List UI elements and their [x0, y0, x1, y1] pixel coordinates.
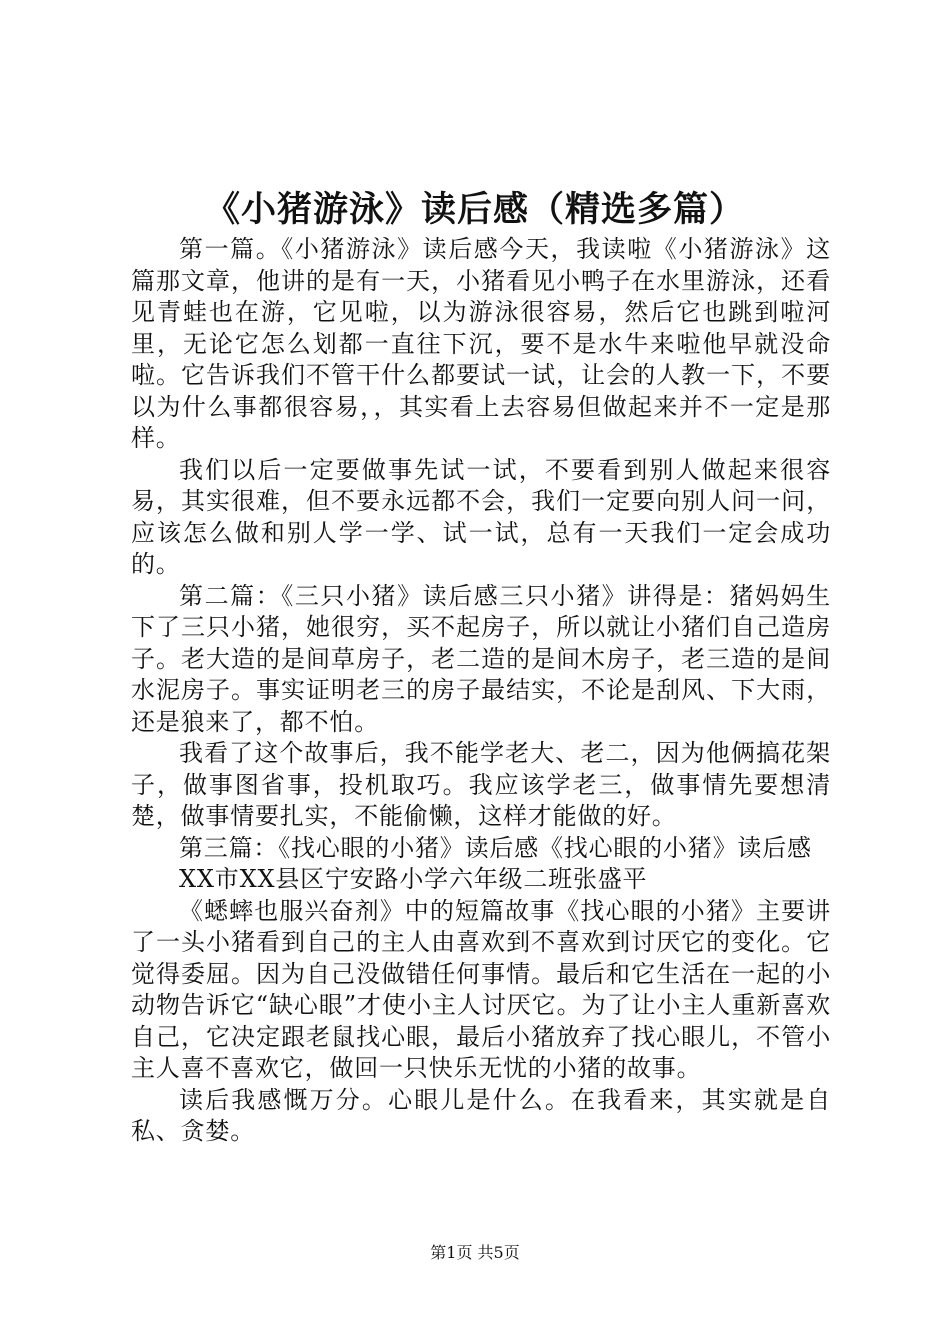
paragraph: 第三篇：《找心眼的小猪》读后感《找心眼的小猪》读后感 [179, 833, 812, 862]
document-title: 《小猪游泳》读后感（精选多篇） [204, 189, 745, 230]
paragraph: 《蟋蟀也服兴奋剂》中的短篇故事《找心眼的小猪》主要讲了一头小猪看到自己的主人由喜欢到不喜欢到讨厌它的变化。它觉得委屈。因为自己没做错任何事情。最后和它生活在一起的小动物告诉它“缺心眼”才使小主人讨厌它。为了让小主人重新喜欢自己，它决定跟老鼠找心眼，最后小猪放弃了找心眼儿，不管小主人喜不喜欢它，做回一只快乐无忧的小猪的故事。 [131, 896, 831, 1082]
paragraph: 我看了这个故事后，我不能学老大、老二，因为他俩搞花架子，做事图省事，投机取巧。我应该学老三，做事情先要想清楚，做事情要扎实，不能偷懒，这样才能做的好。 [131, 739, 831, 830]
paragraph: 第一篇。《小猪游泳》读后感今天，我读啦《小猪游泳》这篇那文章，他讲的是有一天，小猪看见小鸭子在水里游泳，还看见青蛙也在游，它见啦，以为游泳很容易，然后它也跳到啦河里，无论它怎么划都一直往下沉，要不是水牛来啦他早就没命啦。它告诉我们不管干什么都要试一试，让会的人教一下，不要以为什么事都很容易，，其实看上去容易但做起来并不一定是那样。 [131, 235, 831, 452]
paragraph: 我们以后一定要做事先试一试，不要看到别人做起来很容易，其实很难，但不要永远都不会，我们一定要向别人问一问，应该怎么做和别人学一学、试一试，总有一天我们一定会成功的。 [131, 455, 831, 578]
author-line: XX市XX县区宁安路小学六年级二班张盛平 [179, 865, 648, 893]
document-body [131, 234, 831, 1148]
paragraph: 读后我感慨万分。心眼儿是什么。在我看来，其实就是自私、贪婪。 [131, 1085, 831, 1145]
paragraph: 第二篇：《三只小猪》读后感三只小猪》讲得是：猪妈妈生下了三只小猪，她很穷，买不起房子，所以就让小猪们自己造房子。老大造的是间草房子，老二造的是间木房子，老三造的是间水泥房子。事实证明老三的房子最结实，不论是刮风、下大雨，还是狼来了，都不怕。 [131, 581, 831, 736]
page-footer: 第1页 共5页 [430, 1243, 520, 1262]
